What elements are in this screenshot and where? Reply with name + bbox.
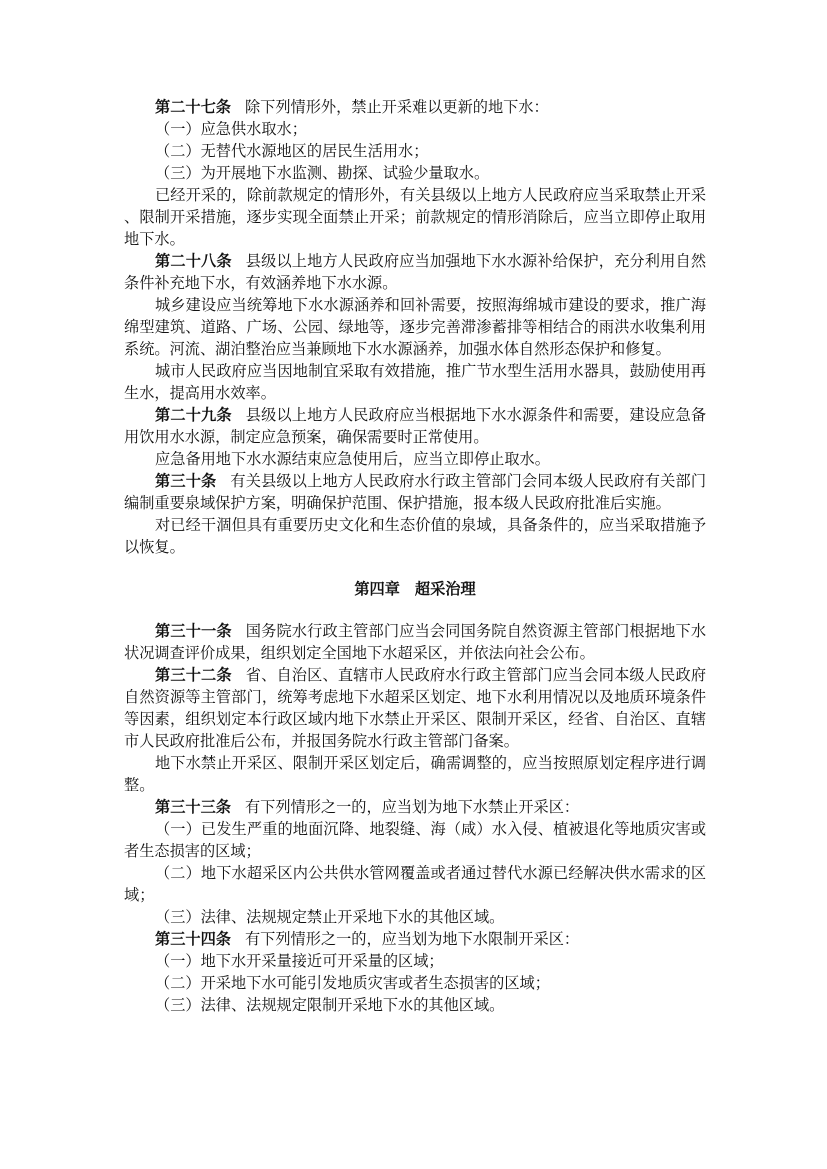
article-number: 第三十一条 (155, 622, 232, 640)
article-number: 第二十七条 (155, 98, 231, 116)
paragraph-text: （二）开采地下水可能引发地质灾害或者生态损害的区域； (155, 974, 550, 992)
paragraph (124, 752, 706, 796)
paragraph (124, 448, 706, 470)
article-number: 第三十条 (155, 472, 217, 490)
paragraph-article-28 (124, 250, 706, 294)
paragraph-text: 县级以上地方人民政府应当根据地下水水源条件和需要，建设应急备用饮用水水源，制定应急预案，确保需要时正常使用。 (124, 406, 707, 446)
article-number: 第三十二条 (155, 666, 232, 684)
paragraph-item (124, 906, 706, 928)
section-before-chapter (124, 96, 706, 558)
paragraph-text: （二）无替代水源地区的居民生活用水； (155, 142, 429, 160)
paragraph-article-30 (124, 470, 706, 514)
chapter-title: 超采治理 (414, 580, 476, 598)
paragraph-text: 应急备用地下水水源结束应急使用后，应当立即停止取水。 (155, 450, 550, 468)
paragraph (124, 514, 706, 558)
article-number: 第二十八条 (155, 252, 232, 270)
document-body (124, 96, 706, 1016)
article-number: 第三十四条 (155, 930, 231, 948)
paragraph-text: 有下列情形之一的，应当划为地下水限制开采区： (244, 930, 580, 948)
paragraph-item (124, 118, 706, 140)
article-number: 第二十九条 (155, 406, 232, 424)
paragraph-text: 对已经干涸但具有重要历史文化和生态价值的泉域，具备条件的，应当采取措施予以恢复。 (124, 516, 706, 556)
paragraph-text: 有关县级以上地方人民政府水行政主管部门会同本级人民政府有关部门编制重要泉域保护方案，明确保护范围、保护措施，报本级人民政府批准后实施。 (124, 472, 707, 512)
paragraph-item (124, 162, 706, 184)
paragraph (124, 294, 706, 360)
paragraph-text: 地下水禁止开采区、限制开采区划定后，确需调整的，应当按照原划定程序进行调整。 (124, 754, 706, 794)
chapter-number: 第四章 (354, 580, 400, 598)
paragraph-text: （一）应急供水取水； (155, 120, 307, 138)
paragraph-article-31 (124, 620, 706, 664)
paragraph-text: 除下列情形外，禁止开采难以更新的地下水： (244, 98, 549, 116)
paragraph-text: （三）法律、法规规定禁止开采地下水的其他区域。 (155, 908, 505, 926)
paragraph-text: （三）为开展地下水监测、勘探、试验少量取水。 (155, 164, 490, 182)
paragraph-text: （一）已发生严重的地面沉降、地裂缝、海（咸）水入侵、植被退化等地质灾害或者生态损害的区域； (124, 820, 706, 860)
paragraph-article-29 (124, 404, 706, 448)
paragraph-item (124, 818, 706, 862)
paragraph-text: 县级以上地方人民政府应当加强地下水水源补给保护，充分利用自然条件补充地下水，有效涵养地下水水源。 (124, 252, 707, 292)
paragraph (124, 360, 706, 404)
paragraph-item (124, 994, 706, 1016)
paragraph-item (124, 972, 706, 994)
paragraph-item (124, 950, 706, 972)
paragraph-article-27 (124, 96, 706, 118)
paragraph-text: 国务院水行政主管部门应当会同国务院自然资源主管部门根据地下水状况调查评价成果，组织划定全国地下水超采区，并依法向社会公布。 (124, 622, 707, 662)
article-number: 第三十三条 (155, 798, 231, 816)
section-after-chapter (124, 620, 706, 1016)
paragraph-text: 城市人民政府应当因地制宜采取有效措施，推广节水型生活用水器具，鼓励使用再生水，提高用水效率。 (124, 362, 706, 402)
paragraph-article-33 (124, 796, 706, 818)
chapter-heading (124, 578, 706, 600)
paragraph-text: 有下列情形之一的，应当划为地下水禁止开采区： (244, 798, 580, 816)
paragraph-text: （二）地下水超采区内公共供水管网覆盖或者通过替代水源已经解决供水需求的区域； (124, 864, 706, 904)
paragraph-text: （三）法律、法规规定限制开采地下水的其他区域。 (155, 996, 505, 1014)
paragraph-article-34 (124, 928, 706, 950)
paragraph (124, 184, 706, 250)
paragraph-text: 城乡建设应当统筹地下水水源涵养和回补需要，按照海绵城市建设的要求，推广海绵型建筑、道路、广场、公园、绿地等，逐步完善滞渗蓄排等相结合的雨洪水收集利用系统。河流、湖泊整治应当兼顾地下水水源涵养，加强水体自然形态保护和修复。 (124, 296, 706, 358)
paragraph-text: 省、自治区、直辖市人民政府水行政主管部门应当会同本级人民政府自然资源等主管部门，统筹考虑地下水超采区划定、地下水利用情况以及地质环境条件等因素，组织划定本行政区域内地下水禁止开采区、限制开采区，经省、自治区、直辖市人民政府批准后公布，并报国务院水行政主管部门备案。 (124, 666, 707, 750)
paragraph-text: 已经开采的，除前款规定的情形外，有关县级以上地方人民政府应当采取禁止开采、限制开采措施，逐步实现全面禁止开采；前款规定的情形消除后，应当立即停止取用地下水。 (124, 186, 706, 248)
paragraph-article-32 (124, 664, 706, 752)
paragraph-item (124, 862, 706, 906)
paragraph-text: （一）地下水开采量接近可开采量的区域； (155, 952, 444, 970)
paragraph-item (124, 140, 706, 162)
